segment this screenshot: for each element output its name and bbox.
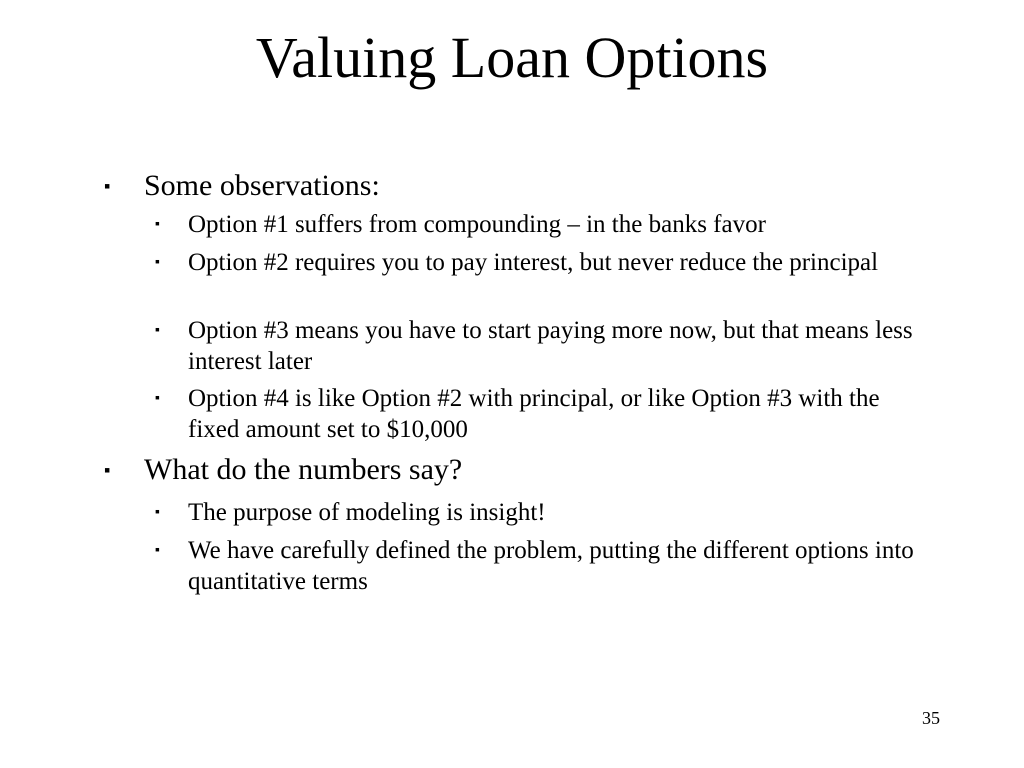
bullet-some-observations (104, 166, 924, 206)
square-bullet-icon: ▪ (155, 255, 160, 270)
sub-bullet-text: Option #3 means you have to start paying more now, but that means less interest later (188, 317, 913, 375)
sub-bullet-option-2 (155, 247, 925, 278)
square-bullet-icon: ▪ (104, 176, 111, 196)
square-bullet-icon: ▪ (155, 217, 160, 232)
page-number: 35 (922, 708, 940, 728)
sub-bullet-defined-problem (155, 535, 925, 597)
bullet-what-do-the-numbers-say (104, 450, 924, 490)
sub-bullet-text: We have carefully defined the problem, putting the different options into quantitative terms (188, 537, 914, 595)
square-bullet-icon: ▪ (155, 323, 160, 338)
sub-bullet-text: Option #4 is like Option #2 with principal, or like Option #3 with the fixed amount set to $10,000 (188, 385, 880, 443)
sub-bullet-option-4 (155, 383, 925, 445)
square-bullet-icon: ▪ (104, 460, 111, 480)
slide-title: Valuing Loan Options (255, 25, 769, 90)
square-bullet-icon: ▪ (155, 505, 160, 520)
bullet-text: Some observations: (144, 169, 380, 202)
sub-bullet-text: Option #2 requires you to pay interest, but never reduce the principal (188, 249, 879, 276)
bullet-text: What do the numbers say? (144, 453, 463, 486)
square-bullet-icon: ▪ (155, 391, 160, 406)
sub-bullet-option-3 (155, 315, 925, 377)
sub-bullet-text: The purpose of modeling is insight! (188, 499, 546, 526)
square-bullet-icon: ▪ (155, 543, 160, 558)
sub-bullet-option-1 (155, 209, 925, 240)
sub-bullet-text: Option #1 suffers from compounding – in the banks favor (188, 211, 766, 238)
sub-bullet-purpose-of-modeling (155, 497, 925, 528)
